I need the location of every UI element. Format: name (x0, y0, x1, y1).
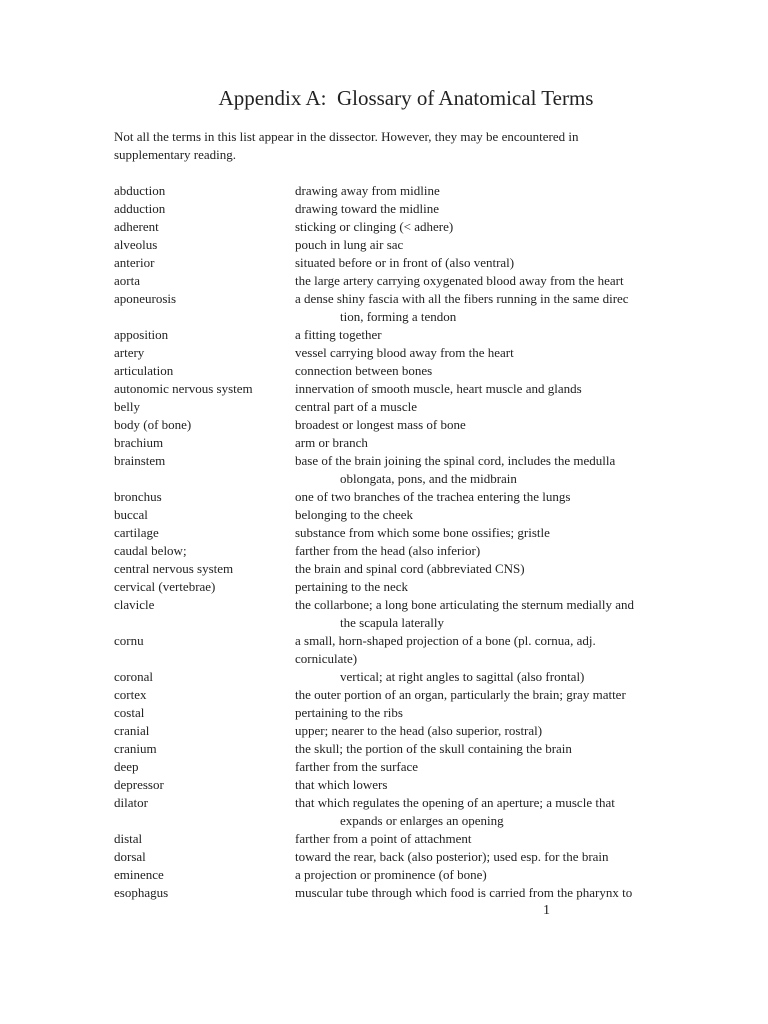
glossary-entry (114, 776, 734, 794)
glossary-entry (114, 344, 734, 362)
glossary-entry (114, 740, 734, 758)
glossary-entry (114, 488, 734, 506)
definition-line: drawing toward the midline (295, 201, 440, 216)
glossary-entry (114, 794, 734, 830)
glossary-term: central nervous system (114, 561, 234, 576)
glossary-entry (114, 848, 734, 866)
glossary-entry (114, 236, 734, 254)
glossary-term: artery (114, 345, 145, 360)
glossary-entry (114, 200, 734, 218)
glossary-definition (295, 740, 734, 758)
glossary-entry (114, 722, 734, 740)
definition-line: base of the brain joining the spinal cord, includes the medulla (295, 453, 616, 468)
definition-line: innervation of smooth muscle, heart muscle and glands (295, 381, 582, 396)
definition-line: a fitting together (295, 327, 382, 342)
glossary-definition (295, 236, 734, 254)
glossary-definition (295, 290, 734, 326)
definition-line: pertaining to the neck (295, 579, 408, 594)
glossary-term: adherent (114, 219, 159, 234)
glossary-definition (295, 272, 734, 290)
glossary-definition (295, 398, 734, 416)
glossary-entry (114, 362, 734, 380)
definition-line: farther from the head (also inferior) (295, 543, 481, 558)
definition-line: oblongata, pons, and the midbrain (340, 471, 517, 486)
glossary-definition (295, 596, 734, 632)
definition-line: farther from a point of attachment (295, 831, 472, 846)
glossary-term: cervical (vertebrae) (114, 579, 216, 594)
glossary-list (114, 182, 734, 902)
glossary-term: body (of bone) (114, 417, 192, 432)
glossary-definition (295, 776, 734, 794)
glossary-definition (295, 542, 734, 560)
glossary-term: eminence (114, 867, 164, 882)
glossary-term: cartilage (114, 525, 159, 540)
definition-line: pertaining to the ribs (295, 705, 403, 720)
glossary-definition (295, 200, 734, 218)
glossary-term: cortex (114, 687, 147, 702)
definition-line: the large artery carrying oxygenated blood away from the heart (295, 273, 624, 288)
definition-line: arm or branch (295, 435, 368, 450)
glossary-definition (295, 866, 734, 884)
glossary-definition (295, 758, 734, 776)
intro-paragraph (114, 128, 694, 164)
glossary-term: buccal (114, 507, 148, 522)
definition-line: sticking or clinging (< adhere) (295, 219, 454, 234)
glossary-definition (295, 218, 734, 236)
glossary-definition (295, 686, 734, 704)
glossary-entry (114, 452, 734, 488)
glossary-entry (114, 398, 734, 416)
glossary-definition (295, 362, 734, 380)
glossary-term: articulation (114, 363, 174, 378)
definition-line: expands or enlarges an opening (340, 813, 504, 828)
glossary-entry (114, 866, 734, 884)
glossary-definition (295, 506, 734, 524)
glossary-definition (295, 560, 734, 578)
intro-line: Not all the terms in this list appear in the dissector. However, they may be encountered in (114, 129, 579, 144)
definition-line: vessel carrying blood away from the heart (295, 345, 514, 360)
definition-line: belonging to the cheek (295, 507, 414, 522)
glossary-definition (295, 632, 734, 668)
definition-line: tion, forming a tendon (340, 309, 457, 324)
definition-line: the outer portion of an organ, particularly the brain; gray matter (295, 687, 626, 702)
glossary-term: dorsal (114, 849, 146, 864)
glossary-entry (114, 632, 734, 668)
glossary-entry (114, 434, 734, 452)
glossary-term: distal (114, 831, 143, 846)
glossary-term: depressor (114, 777, 164, 792)
glossary-definition (295, 182, 734, 200)
glossary-definition (295, 434, 734, 452)
glossary-entry (114, 524, 734, 542)
definition-line: connection between bones (295, 363, 433, 378)
glossary-definition (295, 578, 734, 596)
glossary-entry (114, 182, 734, 200)
glossary-term: esophagus (114, 885, 169, 900)
glossary-term: caudal below; (114, 543, 187, 558)
glossary-entry (114, 884, 734, 902)
definition-line: that which lowers (295, 777, 388, 792)
glossary-term: brachium (114, 435, 164, 450)
glossary-definition (295, 884, 734, 902)
definition-line: situated before or in front of (also ventral) (295, 255, 515, 270)
glossary-entry (114, 416, 734, 434)
definition-line: that which regulates the opening of an aperture; a muscle that (295, 795, 615, 810)
glossary-definition (295, 452, 734, 488)
glossary-definition (295, 326, 734, 344)
glossary-term: brainstem (114, 453, 166, 468)
glossary-term: clavicle (114, 597, 155, 612)
page-number: 1 (543, 903, 550, 918)
definition-line: toward the rear, back (also posterior); used esp. for the brain (295, 849, 609, 864)
glossary-term: alveolus (114, 237, 158, 252)
glossary-entry (114, 326, 734, 344)
glossary-entry (114, 668, 734, 686)
glossary-term: apposition (114, 327, 169, 342)
page-title: Appendix A: Glossary of Anatomical Terms (218, 86, 594, 110)
glossary-definition (295, 344, 734, 362)
glossary-definition (295, 722, 734, 740)
glossary-term: belly (114, 399, 140, 414)
glossary-entry (114, 596, 734, 632)
glossary-definition (295, 668, 734, 686)
definition-line: substance from which some bone ossifies; gristle (295, 525, 550, 540)
glossary-entry (114, 830, 734, 848)
glossary-definition (295, 794, 734, 830)
intro-line: supplementary reading. (114, 147, 237, 162)
glossary-term: aorta (114, 273, 140, 288)
definition-line: pouch in lung air sac (295, 237, 404, 252)
glossary-definition (295, 380, 734, 398)
definition-line: the brain and spinal cord (abbreviated CNS) (295, 561, 525, 576)
glossary-term: dilator (114, 795, 148, 810)
glossary-entry (114, 686, 734, 704)
glossary-entry (114, 218, 734, 236)
definition-line: corniculate) (295, 651, 358, 666)
glossary-term: cornu (114, 633, 144, 648)
glossary-term: aponeurosis (114, 291, 177, 306)
glossary-definition (295, 830, 734, 848)
glossary-definition (295, 488, 734, 506)
glossary-entry (114, 758, 734, 776)
definition-line: a projection or prominence (of bone) (295, 867, 487, 882)
definition-line: broadest or longest mass of bone (295, 417, 466, 432)
glossary-term: costal (114, 705, 145, 720)
glossary-entry (114, 560, 734, 578)
glossary-definition (295, 416, 734, 434)
glossary-definition (295, 848, 734, 866)
definition-line: a dense shiny fascia with all the fibers running in the same direc (295, 291, 629, 306)
glossary-term: anterior (114, 255, 155, 270)
glossary-entry (114, 506, 734, 524)
definition-line: a small, horn-shaped projection of a bone (pl. cornua, adj. (295, 633, 596, 648)
glossary-entry (114, 578, 734, 596)
glossary-term: coronal (114, 669, 153, 684)
glossary-term: abduction (114, 183, 166, 198)
definition-line: the collarbone; a long bone articulating the sternum medially and (295, 597, 634, 612)
definition-line: the scapula laterally (340, 615, 444, 630)
glossary-term: cranium (114, 741, 157, 756)
glossary-term: deep (114, 759, 139, 774)
glossary-entry (114, 704, 734, 722)
glossary-definition (295, 254, 734, 272)
definition-line: upper; nearer to the head (also superior, rostral) (295, 723, 543, 738)
glossary-entry (114, 542, 734, 560)
glossary-entry (114, 290, 734, 326)
definition-line: muscular tube through which food is carried from the pharynx to (295, 885, 633, 900)
glossary-term: cranial (114, 723, 150, 738)
definition-line: farther from the surface (295, 759, 419, 774)
glossary-definition (295, 704, 734, 722)
definition-line: vertical; at right angles to sagittal (also frontal) (340, 669, 585, 684)
glossary-term: adduction (114, 201, 166, 216)
glossary-definition (295, 524, 734, 542)
definition-line: central part of a muscle (295, 399, 417, 414)
definition-line: drawing away from midline (295, 183, 440, 198)
glossary-entry (114, 272, 734, 290)
glossary-entry (114, 380, 734, 398)
glossary-entry (114, 254, 734, 272)
glossary-term: autonomic nervous system (114, 381, 253, 396)
definition-line: one of two branches of the trachea entering the lungs (295, 489, 571, 504)
glossary-term: bronchus (114, 489, 162, 504)
definition-line: the skull; the portion of the skull containing the brain (295, 741, 572, 756)
